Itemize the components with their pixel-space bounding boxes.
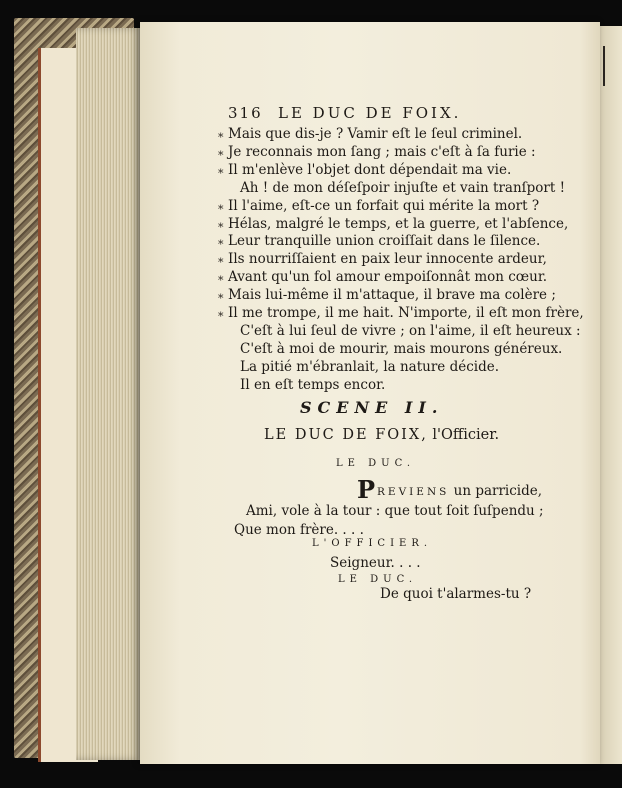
verse-star-marker: * [218,220,224,234]
speaker-le-duc-1: LE DUC. [336,458,416,469]
dropcap: P [357,475,376,504]
verse-line: La pitié m'ébranlait, la nature décide. [240,358,500,375]
scene-characters-caps: LE DUC DE FOIX, [264,427,428,443]
dialogue-line-5: De quoi t'alarmes-tu ? [380,586,532,602]
dialogue-line-4: Seigneur. . . . [330,555,421,571]
scene-characters-rest: l'Officier. [427,427,500,443]
dialogue-line-1 [377,485,542,499]
dialogue-line-1-caps: REVIENS [377,486,450,498]
scene-heading: SCENE II. [300,398,444,417]
verse-line: C'eſt à moi de mourir, mais mourons généreux. [240,340,563,357]
next-page-edge [598,26,622,764]
verse-star-marker: * [218,274,224,288]
speaker-officier: L'OFFICIER. [312,538,433,549]
verse-star-marker: * [218,148,224,162]
verse-line: Leur tranquille union croiſſait dans le ſilence. [228,233,541,250]
verse-line: Ils nourriſſaient en paix leur innocente ardeur, [228,251,547,268]
verse-line: Il l'aime, eſt-ce un forfait qui mérite la mort ? [228,197,540,214]
verse-line: Il en eſt temps encor. [240,376,386,393]
scene-characters [264,428,499,443]
verse-star-marker: * [218,256,224,270]
verse-line: Avant qu'un fol amour empoiſonnât mon cœur. [228,269,548,286]
verse-star-marker: * [218,310,224,323]
running-title: LE DUC DE FOIX. [278,104,462,122]
verse-line: Mais que dis-je ? Vamir eſt le ſeul criminel. [228,126,523,142]
speaker-le-duc-2: LE DUC. [338,574,418,585]
verse-star-marker: * [218,166,224,180]
next-page-mark [603,46,605,86]
verse-star-marker: * [218,131,224,144]
verse-line: Mais lui-même il m'attaque, il brave ma colère ; [228,287,556,304]
book-page [140,22,600,764]
verse-line: Hélas, malgré le temps, et la guerre, et l'abſence, [228,215,569,232]
page-edges [76,28,142,760]
dialogue-line-2: Ami, vole à la tour : que tout ſoit ſuſpendu ; [246,503,544,519]
verse-star-marker: * [218,292,224,306]
verse-line: Ah ! de mon déſeſpoir injuſte et vain tranſport ! [240,179,565,196]
page-number: 316 [228,104,263,122]
verse-star-marker: * [218,238,224,252]
verse-line: Il m'enlève l'objet dont dépendait ma vie. [228,161,512,178]
dialogue-line-3: Que mon frère. . . . [234,522,364,538]
verse-line: C'eſt à lui ſeul de vivre ; on l'aime, il eſt heureux : [240,322,581,339]
verse-line: Il me trompe, il me hait. N'importe, il eſt mon frère, [228,305,584,321]
verse-line: Je reconnais mon ſang ; mais c'eſt à ſa furie : [228,143,536,160]
dialogue-line-1-rest: un parricide, [449,483,543,499]
verse-star-marker: * [218,202,224,216]
